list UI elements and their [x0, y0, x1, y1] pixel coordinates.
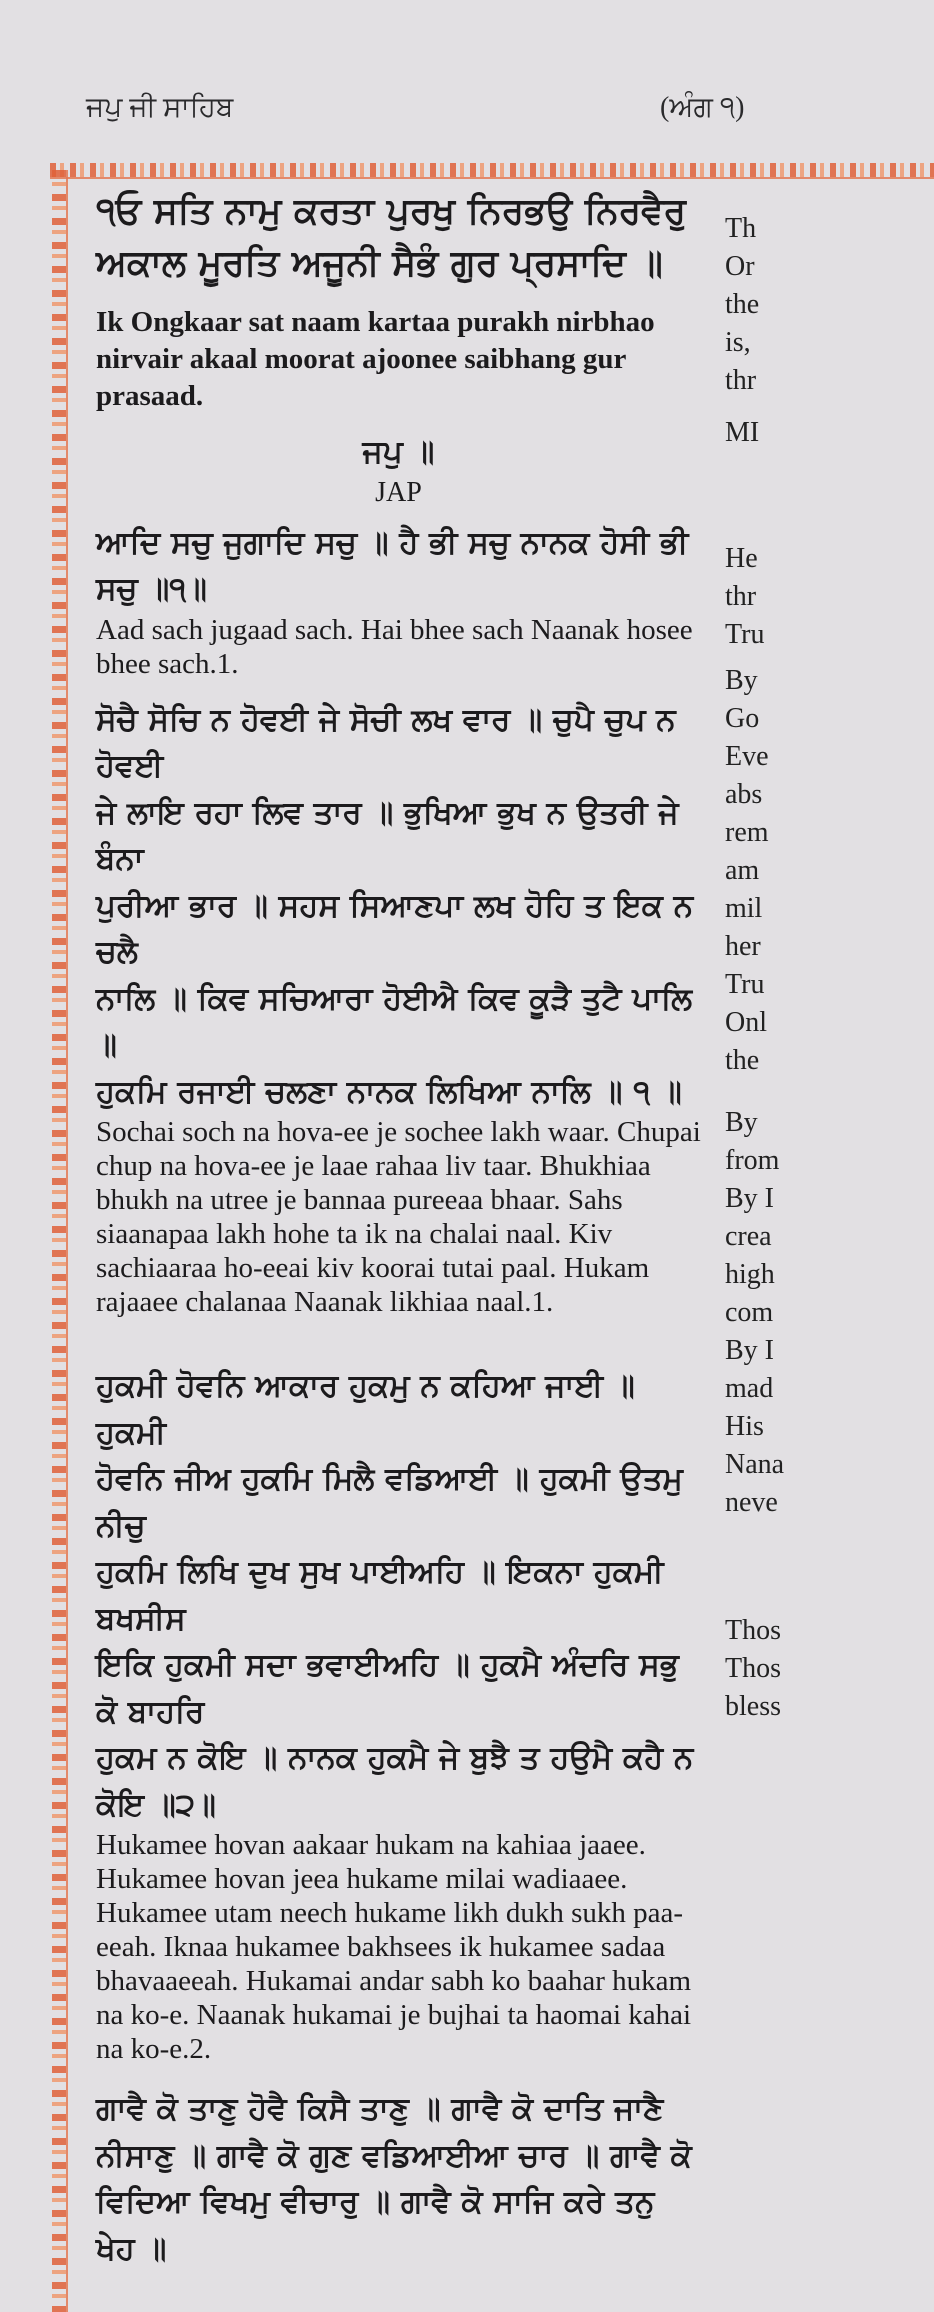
roman-line: na ko-e. Naanak hukamai je bujhai ta haomai kahai [96, 1999, 692, 2032]
gurmukhi-line: ਗਾਵੈ ਕੋ ਤਾਣੁ ਹੋਵੈ ਕਿਸੈ ਤਾਣੁ ॥ ਗਾਵੈ ਕੋ ਦਾਤਿ ਜਾਣੈ [96, 2091, 664, 2128]
text-fragment: thr [725, 581, 757, 612]
text-fragment: am [725, 855, 760, 886]
gurmukhi-line: ਆਦਿ ਸਚੁ ਜੁਗਾਦਿ ਸਚੁ ॥ ਹੈ ਭੀ ਸਚੁ ਨਾਨਕ ਹੋਸੀ ਭੀ ਸਚੁ ॥੧॥ [96, 524, 689, 608]
text-fragment: Tru [725, 619, 765, 650]
pauri-1-roman [96, 1115, 701, 1319]
text-fragment: high [725, 1259, 775, 1290]
text-fragment: her [725, 931, 761, 962]
gurmukhi-line: ਪੁਰੀਆ ਭਾਰ ॥ ਸਹਸ ਸਿਆਣਪਾ ਲਖ ਹੋਹਿ ਤ ਇਕ ਨ ਚਲੈ [96, 887, 694, 971]
text-fragment: Nana [725, 1449, 785, 1480]
running-header-title: ਜਪੁ ਜੀ ਸਾਹਿਬ [86, 92, 234, 123]
text-fragment: thr [725, 365, 757, 396]
text-fragment: mad [725, 1373, 774, 1404]
text-fragment: By [725, 665, 758, 696]
gurmukhi-line: ਨਾਲਿ ॥ ਕਿਵ ਸਚਿਆਰਾ ਹੋਈਐ ਕਿਵ ਕੂੜੈ ਤੁਟੈ ਪਾਲਿ ॥ [96, 980, 693, 1064]
gurmukhi-line: ਇਕਿ ਹੁਕਮੀ ਸਦਾ ਭਵਾਈਅਹਿ ॥ ਹੁਕਮੈ ਅੰਦਰਿ ਸਭੁ ਕੋ ਬਾਹਰਿ [96, 1647, 679, 1730]
pauri-1-gurmukhi [96, 697, 701, 1116]
text-fragment: Go [725, 703, 760, 734]
text-fragment: Or [725, 251, 755, 282]
text-fragment: His [725, 1411, 764, 1442]
right-column-block-5 [725, 1104, 934, 1522]
page-number: (ਅੰਗ ੧) [660, 92, 745, 123]
gurmukhi-line: ੧ਓ ਸਤਿ ਨਾਮੁ ਕਰਤਾ ਪੁਰਖੁ ਨਿਰਭਉ ਨਿਰਵੈਰੁ [96, 191, 686, 232]
roman-line: na ko-e.2. [96, 2033, 212, 2066]
jap-heading-roman: JAP [375, 476, 422, 508]
text-fragment: Eve [725, 741, 769, 772]
gurmukhi-line: ਅਕਾਲ ਮੂਰਤਿ ਅਜੂਨੀ ਸੈਭੰ ਗੁਰ ਪ੍ਰਸਾਦਿ ॥ [96, 243, 663, 285]
text-fragment: By [725, 1107, 758, 1138]
text-fragment: neve [725, 1487, 778, 1518]
pauri-3-gurmukhi [96, 2086, 701, 2272]
text-fragment: crea [725, 1221, 772, 1252]
mool-mantar-gurmukhi [96, 186, 701, 290]
gurmukhi-line: ਸੋਚੈ ਸੋਚਿ ਨ ਹੋਵਈ ਜੇ ਸੋਚੀ ਲਖ ਵਾਰ ॥ ਚੁਪੈ ਚੁਪ ਨ ਹੋਵਈ [96, 701, 676, 785]
right-column-block-6 [725, 1612, 934, 1726]
jap-heading-gurmukhi: ਜਪੁ ॥ [362, 434, 435, 471]
text-fragment: By I [725, 1183, 774, 1214]
roman-line: eeah. Iknaa hukamee bakhsees ik hukamee sadaa [96, 1931, 666, 1964]
text-fragment: Thos [725, 1653, 781, 1684]
right-column-block-3 [725, 540, 934, 654]
pauri-2-gurmukhi [96, 1363, 701, 1828]
text-fragment: the [725, 1045, 760, 1076]
text-fragment: mil [725, 893, 763, 924]
roman-line: Hukamee utam neech hukame likh dukh sukh paa- [96, 1897, 684, 1930]
roman-line: prasaad. [96, 380, 204, 413]
roman-line: Ik Ongkaar sat naam kartaa purakh nirbhao [96, 306, 655, 339]
gurmukhi-line: ਜੇ ਲਾਇ ਰਹਾ ਲਿਵ ਤਾਰ ॥ ਭੁਖਿਆ ਭੁਖ ਨ ਉਤਰੀ ਜੇ ਬੰਨਾ [96, 794, 679, 878]
text-fragment: bless [725, 1691, 781, 1722]
text-fragment: abs [725, 779, 763, 810]
text-fragment: He [725, 543, 758, 574]
mool-mantar-roman [96, 304, 701, 415]
text-fragment: Th [725, 213, 757, 244]
right-column-block-1 [725, 210, 934, 400]
right-column-block-2 [725, 414, 934, 452]
roman-line: siaanapaa lakh hohe ta ik na chalai naal. Kiv [96, 1218, 613, 1251]
roman-line: Aad sach jugaad sach. Hai bhee sach Naanak hosee [96, 613, 693, 646]
main-text-column [96, 0, 701, 2312]
pauri-2-roman [96, 1828, 701, 2066]
roman-line: Hukamee hovan aakaar hukam na kahiaa jaaee. [96, 1829, 646, 1862]
text-fragment: is, [725, 327, 751, 358]
gurmukhi-line: ਵਿਦਿਆ ਵਿਖਮੁ ਵੀਚਾਰੁ ॥ ਗਾਵੈ ਕੋ ਸਾਜਿ ਕਰੇ ਤਨੁ ਖੇਹ ॥ [96, 2184, 655, 2267]
roman-line: bhukh na utree je bannaa pureeaa bhaar. Sahs [96, 1184, 623, 1217]
right-column [725, 210, 934, 1726]
text-fragment: the [725, 289, 760, 320]
gurmukhi-line: ਹੋਵਨਿ ਜੀਅ ਹੁਕਮਿ ਮਿਲੈ ਵਡਿਆਈ ॥ ਹੁਕਮੀ ਉਤਮੁ ਨੀਚੁ [96, 1461, 683, 1544]
salok-block [96, 520, 701, 681]
roman-line: sachiaaraa ho-eeai kiv koorai tutai paal. Hukam [96, 1252, 650, 1285]
roman-line: Sochai soch na hova-ee je sochee lakh waar. Chupai [96, 1116, 701, 1149]
text-fragment: Thos [725, 1615, 781, 1646]
right-column-block-4 [725, 662, 934, 1080]
text-fragment: Tru [725, 969, 765, 1000]
roman-line: Hukamee hovan jeea hukame milai wadiaaee. [96, 1863, 628, 1896]
gurmukhi-line: ਨੀਸਾਣੁ ॥ ਗਾਵੈ ਕੋ ਗੁਣ ਵਡਿਆਈਆ ਚਾਰ ॥ ਗਾਵੈ ਕੋ [96, 2137, 692, 2174]
text-fragment: from [725, 1145, 780, 1176]
roman-line: chup na hova-ee je laae rahaa liv taar. Bhukhiaa [96, 1150, 651, 1183]
roman-line: rajaaee chalanaa Naanak likhiaa naal.1. [96, 1286, 554, 1319]
gurmukhi-line: ਹੁਕਮ ਨ ਕੋਇ ॥ ਨਾਨਕ ਹੁਕਮੈ ਜੇ ਬੁਝੈ ਤ ਹਉਮੈ ਕਹੈ ਨ ਕੋਇ ॥੨॥ [96, 1740, 694, 1823]
text-fragment: com [725, 1297, 774, 1328]
gurmukhi-line: ਹੁਕਮਿ ਰਜਾਈ ਚਲਣਾ ਨਾਨਕ ਲਿਖਿਆ ਨਾਲਿ ॥ ੧ ॥ [96, 1073, 682, 1110]
gurmukhi-line: ਹੁਕਮੀ ਹੋਵਨਿ ਆਕਾਰ ਹੁਕਮੁ ਨ ਕਹਿਆ ਜਾਈ ॥ ਹੁਕਮੀ [96, 1368, 635, 1451]
roman-line: nirvair akaal moorat ajoonee saibhang gur [96, 343, 627, 376]
gurmukhi-line: ਹੁਕਮਿ ਲਿਖਿ ਦੁਖ ਸੁਖ ਪਾਈਅਹਿ ॥ ਇਕਨਾ ਹੁਕਮੀ ਬਖਸੀਸ [96, 1554, 664, 1637]
text-fragment: By I [725, 1335, 774, 1366]
text-fragment: rem [725, 817, 769, 848]
text-fragment: MI [725, 417, 760, 448]
text-fragment: Onl [725, 1007, 767, 1038]
ornamental-left-border [52, 170, 68, 2312]
roman-line: bhee sach.1. [96, 647, 239, 680]
roman-line: bhavaaeeah. Hukamai andar sabh ko baahar hukam [96, 1965, 692, 1998]
